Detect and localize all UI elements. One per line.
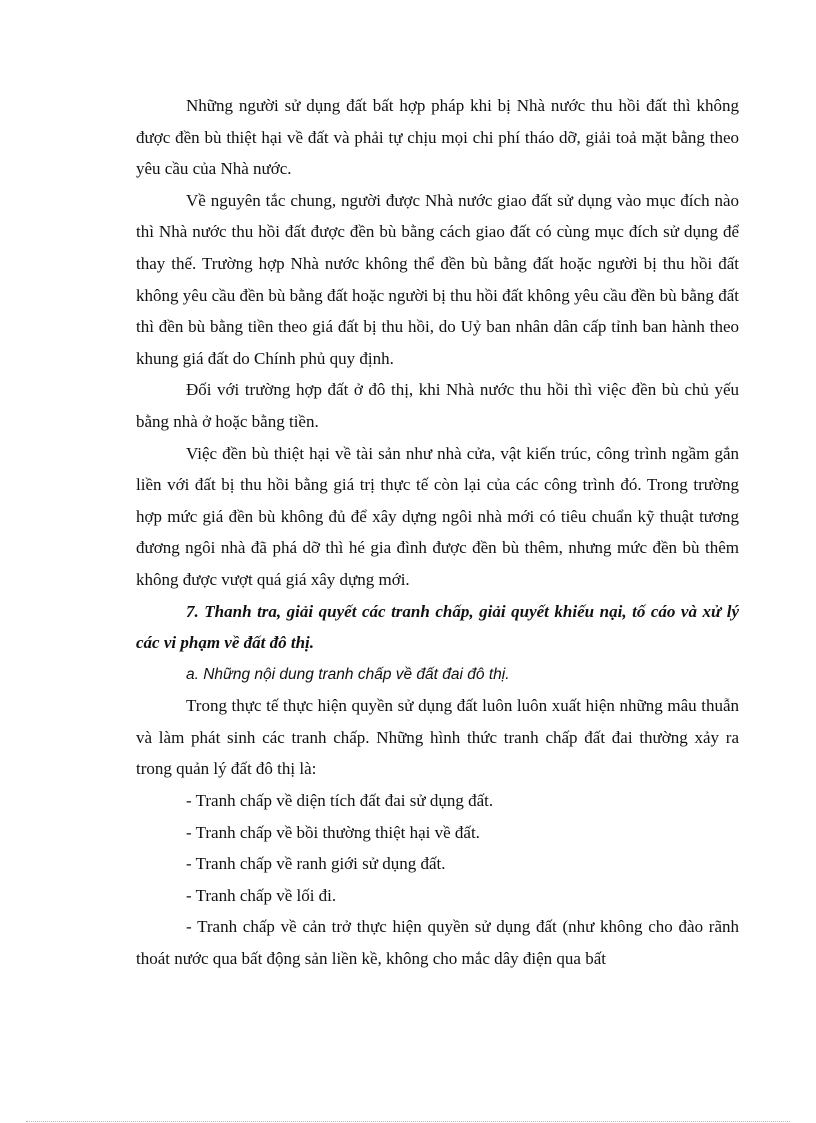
paragraph-dispute-intro: Trong thực tế thực hiện quyền sử dụng đất luôn luôn xuất hiện những mâu thuẫn và làm phát sinh các tranh chấp. Những hình thức tranh chấp đất đai thường xảy ra trong quản lý đất đô thị là: [136, 696, 739, 779]
document-page [136, 90, 739, 975]
paragraph-illegal-land-users: Những người sử dụng đất bất hợp pháp khi bị Nhà nước thu hồi đất thì không được đền bù thiệt hại về đất và phải tự chịu mọi chi phí tháo dỡ, giải toả mặt bằng theo yêu cầu của Nhà nước. [136, 96, 739, 179]
list-item: - Tranh chấp về diện tích đất đai sử dụng đất. [186, 791, 494, 811]
paragraph-asset-compensation: Việc đền bù thiệt hại về tài sản như nhà cửa, vật kiến trúc, công trình ngầm gắn liền với đất bị thu hồi bằng giá trị thực tế còn lại của các công trình đó. Trong trường hợp mức giá đền bù không đủ để xây dựng ngôi nhà mới có tiêu chuẩn kỹ thuật tương đương ngôi nhà đã phá dỡ thì hé gia đình được đền bù thêm, nhưng mức đền bù thêm không được vượt quá giá xây dựng mới. [136, 443, 739, 589]
list-item: - Tranh chấp về ranh giới sử dụng đất. [186, 854, 446, 874]
section-heading: 7. Thanh tra, giải quyết các tranh chấp, giải quyết khiếu nại, tố cáo và xử lý các vi phạm về đất đô thị. [136, 601, 739, 653]
list-item: - Tranh chấp về bồi thường thiệt hại về đất. [186, 822, 480, 842]
page-bottom-divider [26, 1121, 790, 1122]
list-item: - Tranh chấp về cản trở thực hiện quyền sử dụng đất (như không cho đào rãnh thoát nước qua bất động sản liền kề, không cho mắc dây điện qua bất [136, 917, 739, 969]
paragraph-compensation-principle: Về nguyên tắc chung, người được Nhà nước giao đất sử dụng vào mục đích nào thì Nhà nước thu hồi đất được đền bù bằng cách giao đất có cùng mục đích sử dụng để thay thế. Trường hợp Nhà nước không thể đền bù bằng đất hoặc người bị thu hồi đất không yêu cầu đền bù bằng đất hoặc người bị thu hồi đất không yêu cầu đền bù bằng đất thì đền bù bằng tiền theo giá đất bị thu hồi, do Uỷ ban nhân dân cấp tỉnh ban hành theo khung giá đất do Chính phủ quy định. [136, 190, 739, 368]
list-item: - Tranh chấp về lối đi. [186, 885, 337, 905]
subsection-heading: a. Những nội dung tranh chấp về đất đai đô thị. [186, 665, 510, 683]
paragraph-urban-residential-land: Đối với trường hợp đất ở đô thị, khi Nhà nước thu hồi thì việc đền bù chủ yếu bằng nhà ở hoặc bằng tiền. [136, 380, 739, 431]
